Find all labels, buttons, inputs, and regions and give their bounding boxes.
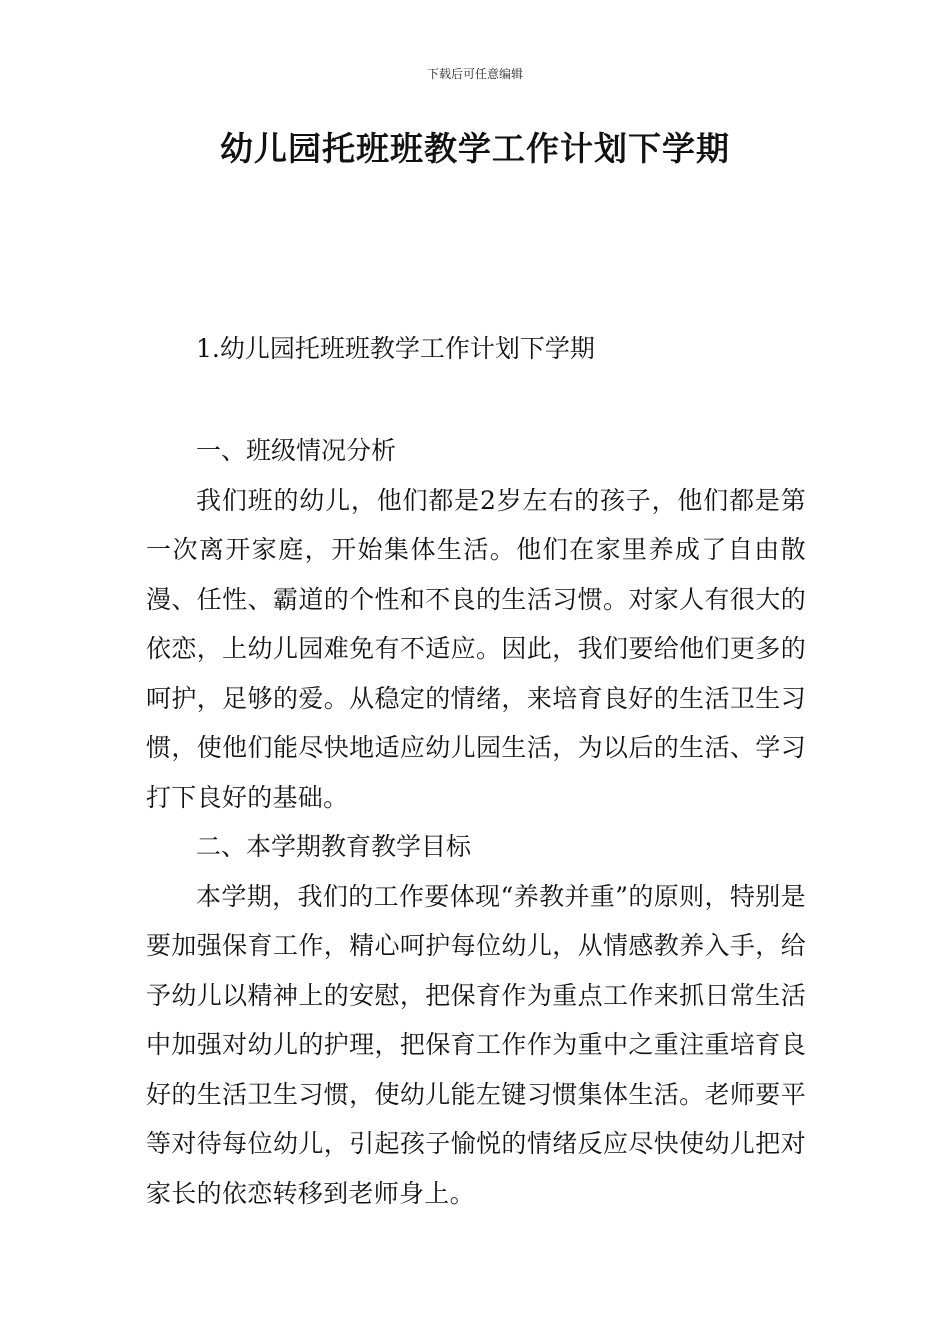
- page-header-note: 下载后可任意编辑: [426, 67, 523, 81]
- paragraph-semester-goals: 本学期，我们的工作要体现“养教并重”的原则，特别是要加强保育工作，精心呵护每位幼儿，从情感教养入手，给予幼儿以精神上的安慰，把保育作为重点工作来抓日常生活中加强对幼儿的护理，把保育工作作为重中之重注重培育良好的生活卫生习惯，使幼儿能左键习惯集体生活。老师要平等对待每位幼儿，引起孩子愉悦的情绪反应尽快使幼儿把对家长的依恋转移到老师身上。: [146, 881, 806, 1208]
- document-title: 幼儿园托班班教学工作计划下学期: [220, 129, 730, 168]
- document-body: [146, 426, 806, 1218]
- paragraph-class-analysis: 我们班的幼儿，他们都是2岁左右的孩子，他们都是第一次离开家庭，开始集体生活。他们在家里养成了自由散漫、任性、霸道的个性和不良的生活习惯。对家人有很大的依恋，上幼儿园难免有不适应。因此，我们要给他们更多的呵护，足够的爱。从稳定的情绪，来培育良好的生活卫生习惯，使他们能尽快地适应幼儿园生活，为以后的生活、学习打下良好的基础。: [146, 485, 806, 812]
- section-heading-semester-goals: 二、本学期教育教学目标: [196, 832, 472, 861]
- section-title: 1.幼儿园托班班教学工作计划下学期: [196, 334, 595, 363]
- section-heading-class-analysis: 一、班级情况分析: [196, 436, 397, 465]
